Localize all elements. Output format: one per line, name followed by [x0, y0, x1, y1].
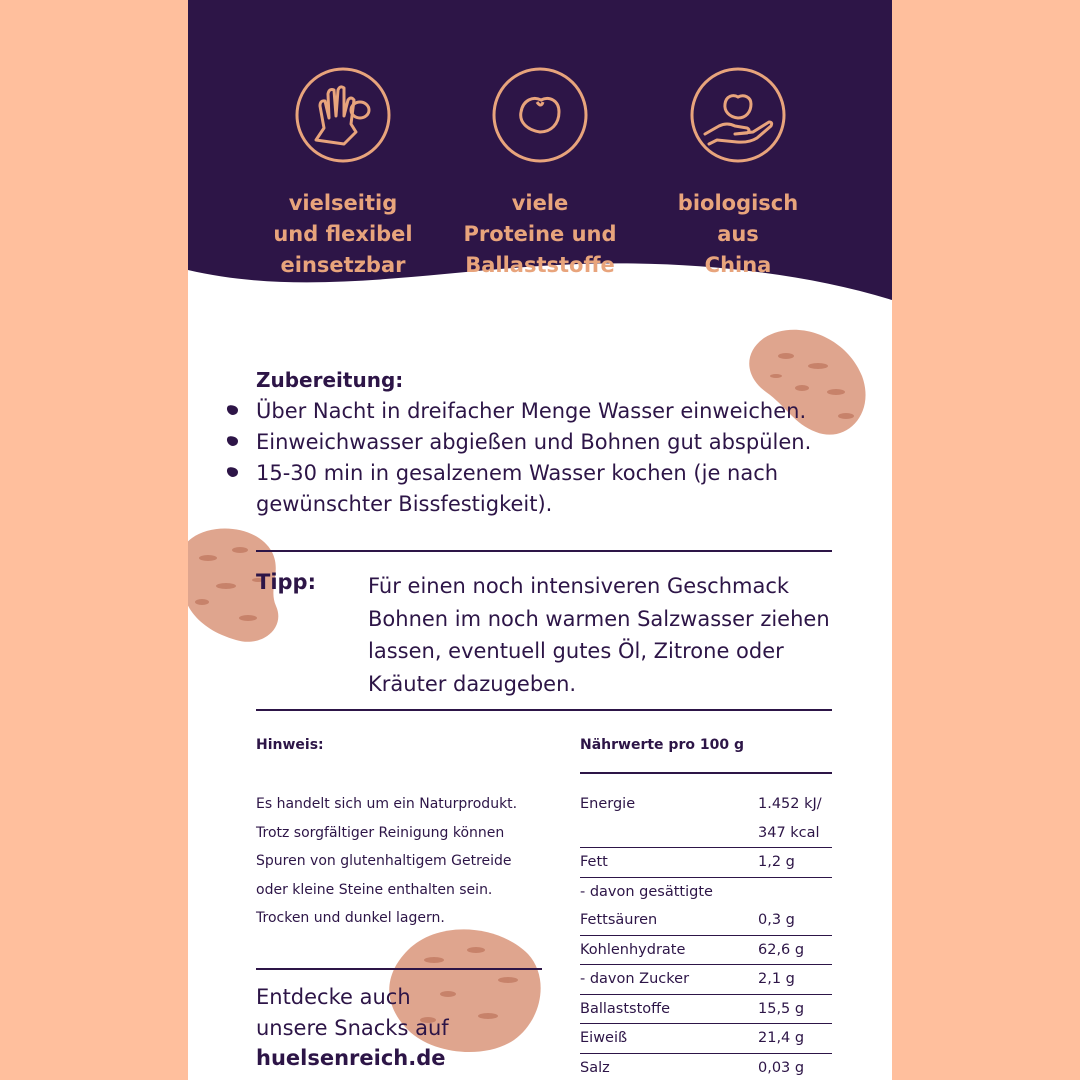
notice-title: Hinweis: [256, 737, 324, 753]
feature-band [188, 0, 892, 330]
table-row [580, 995, 832, 1025]
bean-in-hand-icon [689, 66, 787, 164]
table-row [580, 878, 832, 907]
nutrient-name: Eiweiß [580, 1030, 628, 1046]
nutrient-value: 1,2 g [758, 854, 795, 870]
feature-line: China [704, 253, 772, 277]
nutrient-name: Energie [580, 796, 636, 812]
feature-line: biologisch [677, 191, 799, 215]
hand-bean-icon [294, 66, 392, 164]
nutrient-name: - davon gesättigte [580, 883, 713, 900]
divider [256, 968, 542, 970]
nutrient-name: Ballaststoffe [580, 1000, 671, 1017]
nutrient-name: Fett [580, 854, 608, 870]
bean-bullet-icon [226, 467, 239, 478]
nutrition-title: Nährwerte pro 100 g [580, 737, 744, 753]
bean-bullet-icon [226, 405, 239, 416]
tip-text: Für einen noch intensiveren Geschmack Bohnen im noch warmen Salzwasser ziehen lassen, eventuell gutes Öl, Zitrone oder Kräuter dazugeben. [368, 574, 830, 696]
feature-line: und flexibel [273, 222, 413, 246]
list-item [256, 427, 876, 458]
discover-section [256, 982, 556, 1074]
feature-line: aus [717, 222, 759, 246]
preparation-section [256, 366, 876, 520]
step-text: 15-30 min in gesalzenem Wasser kochen (je nach gewünschter Bissfestigkeit). [256, 461, 779, 516]
table-row [580, 965, 832, 995]
nutrient-value: 62,6 g [758, 941, 805, 958]
nutrient-name: - davon Zucker [580, 971, 690, 987]
nutrient-value: 1.452 kJ/ 347 kcal [758, 796, 822, 841]
table-row [580, 1024, 832, 1054]
list-item [256, 458, 876, 520]
feature-line: viele [511, 191, 569, 215]
feature-protein [445, 66, 635, 281]
bean-bullet-icon [226, 436, 239, 447]
feature-line: einsetzbar [280, 253, 406, 277]
divider [256, 709, 832, 711]
discover-line: unsere Snacks auf [256, 1015, 449, 1040]
nutrient-name: Fettsäuren [580, 912, 658, 928]
table-row [580, 1054, 832, 1080]
nutrient-value: 21,4 g [758, 1030, 805, 1046]
preparation-title: Zubereitung: [256, 368, 404, 392]
nutrient-value: 2,1 g [758, 971, 795, 987]
list-item [256, 396, 876, 427]
table-row [580, 936, 832, 966]
table-row [580, 906, 832, 936]
nutrient-name: Kohlenhydrate [580, 941, 686, 958]
notice-text: Es handelt sich um ein Naturprodukt. Trotz sorgfältiger Reinigung können Spuren von glutenhaltigem Getreide oder kleine Steine enthalten sein. Trocken und dunkel lagern. [256, 796, 518, 926]
product-label [188, 0, 892, 1080]
divider [256, 550, 832, 552]
website-link[interactable]: huelsenreich.de [256, 1046, 446, 1070]
discover-line: Entdecke auch [256, 985, 411, 1009]
table-row [580, 848, 832, 878]
step-text: Über Nacht in dreifacher Menge Wasser einweichen. [256, 399, 807, 423]
table-row [580, 774, 832, 848]
bean-icon [491, 66, 589, 164]
nutrient-value: 0,03 g [758, 1059, 805, 1076]
tip-label: Tipp: [256, 570, 316, 594]
feature-line: Ballaststoffe [465, 253, 615, 277]
feature-line: vielseitig [288, 191, 398, 215]
feature-versatile [248, 66, 438, 281]
preparation-list [256, 396, 876, 520]
step-text: Einweichwasser abgießen und Bohnen gut abspülen. [256, 430, 812, 454]
feature-organic [643, 66, 833, 281]
nutrient-value [780, 878, 832, 907]
nutrient-value: 0,3 g [758, 912, 795, 928]
nutrient-name: Salz [580, 1059, 610, 1076]
nutrient-value: 15,5 g [758, 1000, 805, 1017]
feature-line: Proteine und [463, 222, 617, 246]
nutrition-table [580, 772, 832, 1080]
